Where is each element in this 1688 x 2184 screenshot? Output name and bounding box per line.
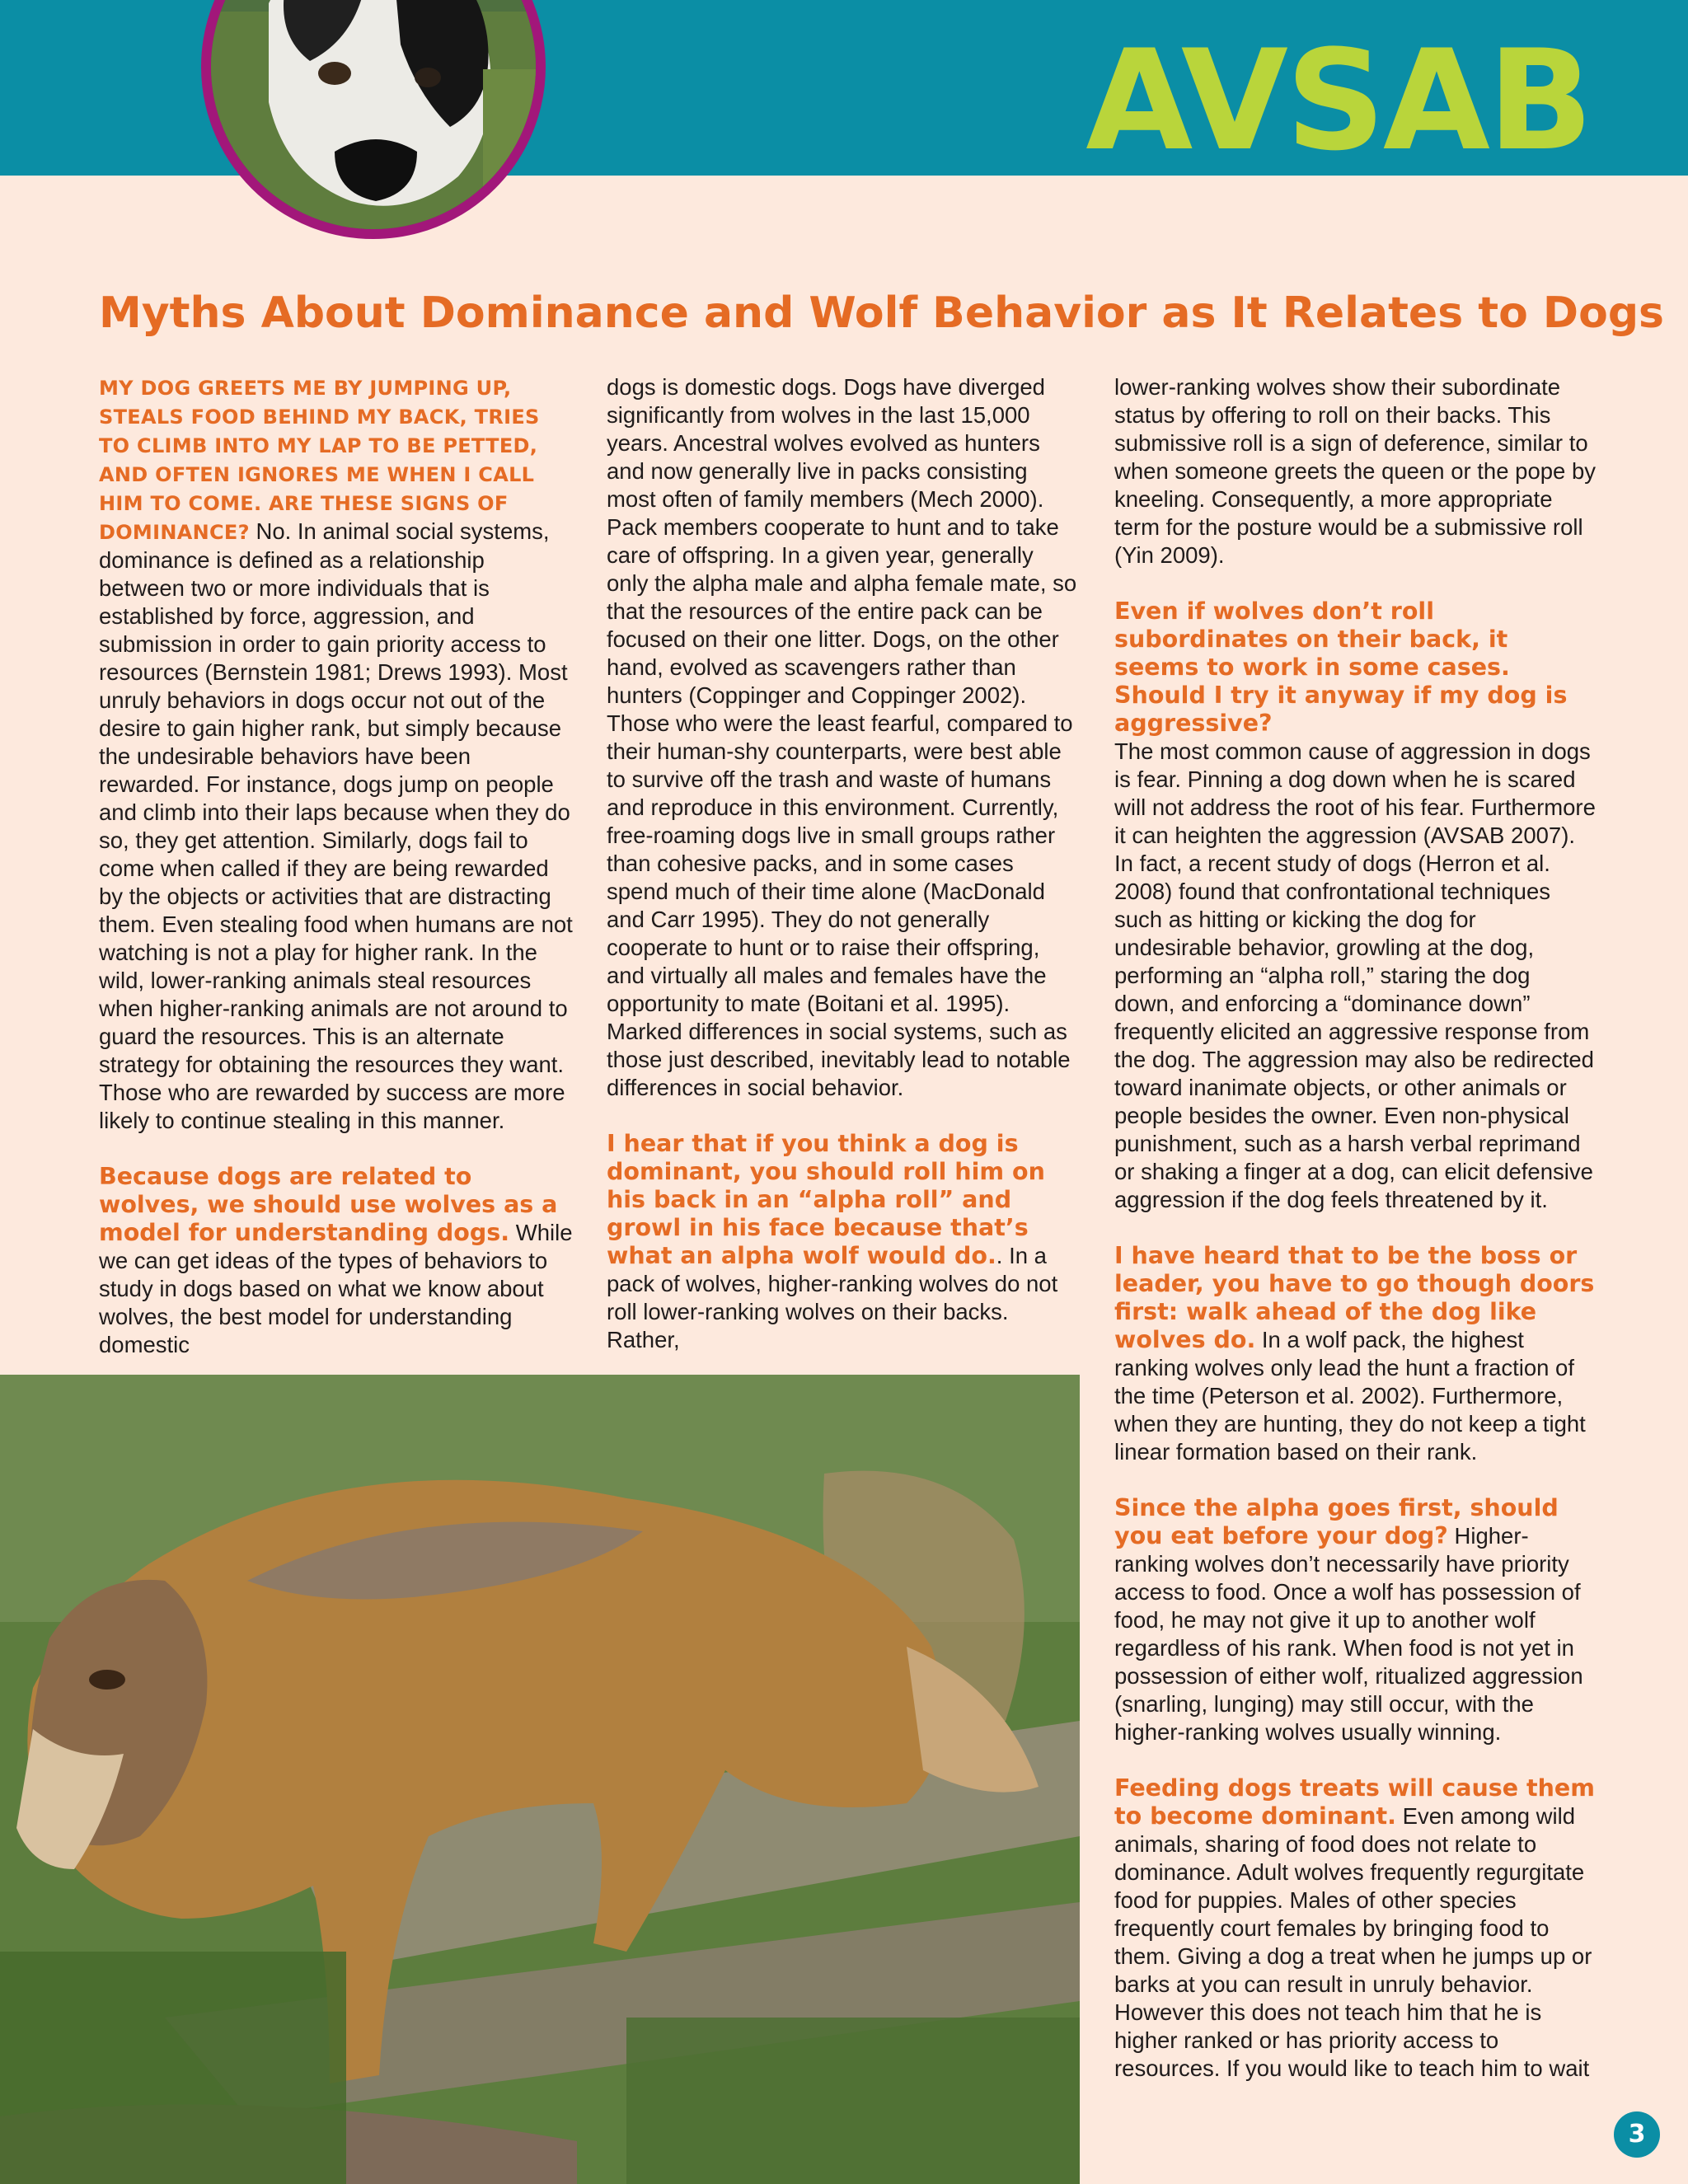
answer-text: While we can get ideas of the types of behaviors to study in dogs based on what we know about wolves, the best model for understanding domestic (99, 1220, 573, 1357)
answer-text: Higher-ranking wolves don’t necessarily have priority access to food. Once a wolf has possession of food, he may not give it up to another wolf regardless of his rank. When food is not yet in possession of either wolf, ritualized aggression (snarling, lunging) may still occur, with the higher-ranking wolves usually winning. (1114, 1523, 1583, 1745)
question-heading: Because dogs are related to wolves, we should use wolves as a model for understanding dogs. (99, 1163, 558, 1246)
question-heading: MY DOG GREETS ME BY JUMPING UP, STEALS FOOD BEHIND MY BACK, TRIES TO CLIMB INTO MY LAP TO BE PETTED, AND OFTEN IGNORES ME WHEN I CALL HIM TO COME. ARE THESE SIGNS OF DOMINANCE? (99, 377, 540, 544)
paragraph: dogs is domestic dogs. Dogs have diverged significantly from wolves in the last 15,000 years. Ancestral wolves evolved as hunters and now generally live in packs consisting most often of family members (Mech 2000). Pack members cooperate to hunt and to take care of offspring. In a given year, generally only the alpha male and alpha female mate, so that the resources of the entire pack can be focused on their one litter. Dogs, on the other hand, evolved as scavengers rather than hunters (Coppinger and Coppinger 2002). Those who were the least fearful, compared to their human-shy counterparts, were best able to survive off the trash and waste of humans and reproduce in this environment. Currently, free-roaming dogs live in small groups rather than cohesive packs, and in some cases spend much of their time alone (MacDonald and Carr 1995). They do not generally cooperate to hunt or to raise their offspring, and virtually all males and females have the opportunity to mate (Boitani et al. 1995). Marked differences in social systems, such as those just described, inevitably lead to notable differences in social behavior. (607, 374, 1077, 1100)
article-column-3 (1114, 373, 1597, 2083)
paragraph (99, 373, 573, 1135)
question-heading: Even if wolves don’t roll subordinates on their back, it seems to work in some cases. Should I try it anyway if my dog is aggressive? (1114, 598, 1568, 737)
dog-portrait-photo (201, 0, 546, 239)
paragraph (99, 1163, 573, 1359)
wolf-illustration (0, 1375, 1080, 2184)
paragraph (1114, 1774, 1597, 2083)
answer-text: . In a pack of wolves, higher-ranking wolves do not roll lower-ranking wolves on their backs. Rather, (607, 1243, 1058, 1352)
question-heading: I have heard that to be the boss or leader, you have to go though doors first: walk ahead of the dog like wolves do. (1114, 1242, 1595, 1353)
avsab-logo: AVSAB (1085, 20, 1591, 181)
answer-text: Even among wild animals, sharing of food does not relate to dominance. Adult wolves frequently regurgitate food for puppies. Males of other species frequently court females by bringing food to them. Giving a dog a treat when he jumps up or barks at you can result in unruly behavior. However this does not teach him that he is higher ranked or has priority access to resources. If you would like to teach him to wait (1114, 1803, 1592, 2081)
question-heading: I hear that if you think a dog is dominant, you should roll him on his back in an “alpha roll” and growl in his face because that’s what an alpha wolf would do. (607, 1130, 1045, 1269)
dog-face-illustration (211, 0, 536, 229)
paragraph (1114, 1494, 1597, 1746)
article-column-1 (99, 373, 573, 1359)
paragraph (1114, 598, 1597, 1214)
question-heading: Since the alpha goes first, should you eat before your dog? (1114, 1494, 1559, 1549)
wolf-photo (0, 1375, 1080, 2184)
paragraph (607, 1130, 1081, 1354)
answer-text: In a wolf pack, the highest ranking wolves only lead the hunt a fraction of the time (Peterson et al. 2002). Furthermore, when they are hunting, they do not keep a tight linear formation based on their rank. (1114, 1327, 1586, 1465)
article-column-2 (607, 373, 1081, 1354)
paragraph (1114, 1242, 1597, 1466)
answer-text: The most common cause of aggression in dogs is fear. Pinning a dog down when he is scared will not address the root of his fear. Furthermore it can heighten the aggression (AVSAB 2007). In fact, a recent study of dogs (Herron et al. 2008) found that confrontational techniques such as hitting or kicking the dog for undesirable behavior, growling at the dog, performing an “alpha roll,” staring the dog down, and enforcing a “dominance down” frequently elicited an aggressive response from the dog. The aggression may also be redirected toward inanimate objects, or other animals or people besides the owner. Even non-physical punishment, such as a harsh verbal reprimand or shaking a finger at a dog, can elicit defensive aggression if the dog feels threatened by it. (1114, 738, 1596, 1212)
question-heading: Feeding dogs treats will cause them to become dominant. (1114, 1774, 1595, 1830)
article-title: Myths About Dominance and Wolf Behavior as It Relates to Dogs (99, 288, 1664, 338)
page-number-badge: 3 (1614, 2111, 1660, 2158)
answer-text: No. In animal social systems, dominance is defined as a relationship between two or more individuals that is established by force, aggression, and submission in order to gain priority access to resources (Bernstein 1981; Drews 1993). Most unruly behaviors in dogs occur not out of the desire to gain higher rank, but simply because the undesirable behaviors have been rewarded. For instance, dogs jump on people and climb into their laps because when they do so, they get attention. Similarly, dogs fail to come when called if they are being rewarded by the objects or activities that are distracting them. Even stealing food when humans are not watching is not a play for higher rank. In the wild, lower-ranking animals steal resources when higher-ranking animals are not around to guard the resources. This is an alternate strategy for obtaining the resources they want. Those who are rewarded by success are more likely to continue stealing in this manner. (99, 518, 573, 1133)
paragraph: lower-ranking wolves show their subordinate status by offering to roll on their backs. This submissive roll is a sign of deference, similar to when someone greets the queen or the pope by kneeling. Consequently, a more appropriate term for the posture would be a submissive roll (Yin 2009). (1114, 374, 1597, 568)
